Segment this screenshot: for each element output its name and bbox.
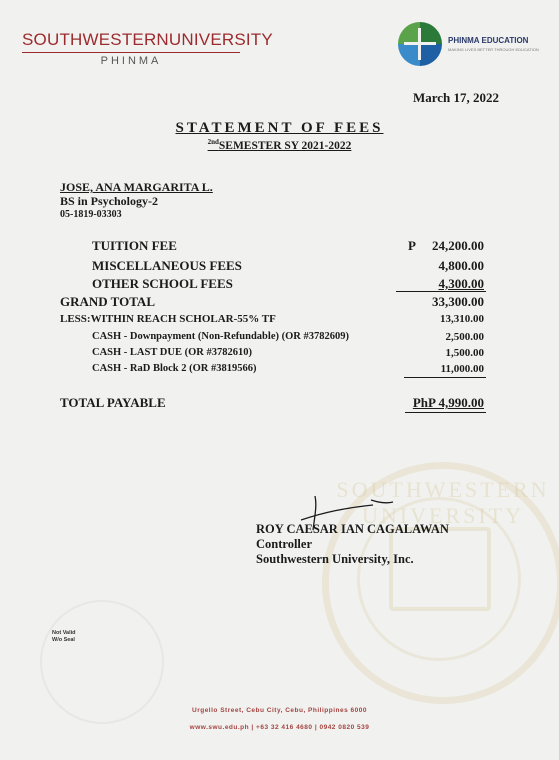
university-name: SOUTHWESTERNUNIVERSITY: [22, 30, 273, 49]
statement-title: STATEMENT OF FEES: [175, 120, 384, 136]
university-sub: PHINMA: [100, 55, 162, 67]
student-info: [60, 180, 213, 222]
payment-amount: 11,000.00: [440, 363, 484, 375]
less-label: LESS:WITHIN REACH SCHOLAR-55% TF: [60, 313, 276, 325]
semester-ordinal: 2nd: [207, 138, 219, 146]
student-name: JOSE, ANA MARGARITA L.: [60, 180, 213, 194]
semester-line: [0, 138, 559, 152]
subtotal-rule: [396, 291, 486, 292]
less-amount: 13,310.00: [440, 313, 484, 325]
fee-label: OTHER SCHOOL FEES: [92, 276, 233, 291]
signatory-organization: Southwestern University, Inc.: [256, 552, 414, 566]
grand-total-amount: 33,300.00: [432, 294, 484, 309]
peso-symbol: P: [408, 238, 416, 253]
grand-total-label: GRAND TOTAL: [60, 294, 155, 309]
partner-tagline: MAKING LIVES BETTER THROUGH EDUCATION: [448, 47, 539, 52]
not-valid-line2: W/o Seal: [52, 637, 75, 643]
signatory-block: [256, 522, 449, 567]
not-valid-line1: Not Valid: [52, 630, 76, 636]
signatory-name: ROY CAESAR IAN CAGALAWAN: [256, 522, 449, 536]
footer-address: Urgello Street, Cebu City, Cebu, Philippines 6000: [192, 707, 367, 714]
signatory-position: Controller: [256, 537, 313, 551]
fee-amount: 4,800.00: [438, 258, 484, 273]
payment-amount: 2,500.00: [445, 331, 484, 343]
fee-amount: 4,300.00: [438, 276, 484, 291]
total-payable-amount: PhP 4,990.00: [412, 395, 484, 410]
fee-label: MISCELLANEOUS FEES: [92, 258, 242, 273]
not-valid-note: [52, 630, 76, 644]
fee-amount: 24,200.00: [432, 238, 484, 253]
fee-label: TUITION FEE: [92, 238, 177, 253]
phinma-education-logo: [398, 22, 539, 66]
payment-label: CASH - Downpayment (Non-Refundable) (OR #3782609): [92, 331, 349, 342]
university-logo: [22, 30, 273, 67]
payment-amount: 1,500.00: [445, 347, 484, 359]
statement-date: March 17, 2022: [412, 90, 499, 105]
logo-rule: [22, 52, 240, 53]
phinma-globe-icon: [398, 22, 442, 66]
partner-name: PHINMA EDUCATION: [448, 36, 529, 45]
payments-rule: [404, 377, 486, 378]
student-program: BS in Psychology-2: [60, 194, 159, 208]
seal-text: SOUTHWESTERN UNIVERSITY: [336, 477, 550, 528]
payment-label: CASH - RaD Block 2 (OR #3819566): [92, 363, 257, 374]
faint-stamp: [40, 600, 164, 724]
payment-label: CASH - LAST DUE (OR #3782610): [92, 347, 252, 358]
student-id: 05-1819-03303: [60, 209, 122, 220]
double-underline: [405, 412, 486, 413]
footer-contacts: www.swu.edu.ph | +63 32 416 4680 | 0942 0820 539: [189, 724, 370, 731]
statement-title-block: [0, 120, 559, 152]
semester-label: SEMESTER SY 2021-2022: [218, 139, 352, 152]
total-payable-label: TOTAL PAYABLE: [60, 395, 166, 410]
